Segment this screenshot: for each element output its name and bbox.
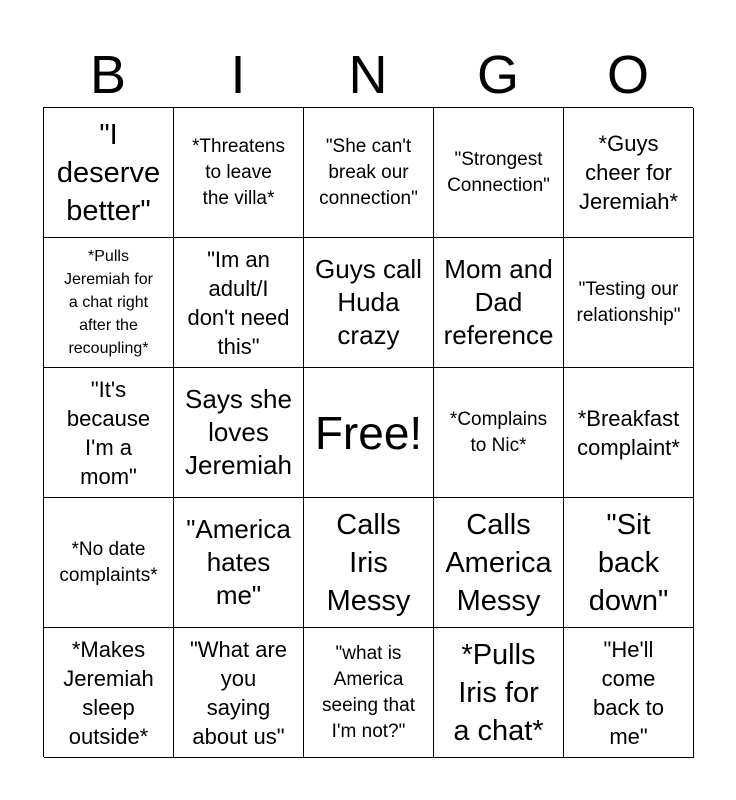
bingo-cell-text: *No date complaints* — [59, 538, 158, 586]
bingo-cell[interactable] — [44, 628, 174, 758]
header-letter-o: O — [606, 45, 649, 105]
bingo-cell[interactable] — [304, 498, 434, 628]
bingo-cell[interactable] — [564, 368, 694, 498]
bingo-cell-text: "Testing our relationship" — [576, 278, 681, 326]
bingo-cell-text: Guys call Huda crazy — [315, 254, 422, 350]
bingo-cell-text: *Guys cheer for Jeremiah* — [578, 131, 679, 214]
bingo-cell[interactable] — [564, 628, 694, 758]
bingo-cell-text: "He'll come back to me" — [593, 636, 664, 749]
bingo-cell[interactable] — [304, 108, 434, 238]
bingo-cell-text: "She can't break our connection" — [319, 135, 418, 209]
free-space-text: Free! — [314, 406, 423, 459]
bingo-cell-text: Calls America Messy — [445, 508, 552, 617]
bingo-cell-text: "It's because I'm a mom" — [66, 376, 151, 489]
bingo-cell[interactable] — [174, 368, 304, 498]
bingo-cell-text: *Threatens to leave the villa* — [192, 135, 285, 209]
bingo-cell[interactable] — [44, 108, 174, 238]
bingo-cell-text: "I deserve better" — [56, 118, 161, 227]
bingo-cell[interactable] — [304, 628, 434, 758]
bingo-cell[interactable] — [44, 368, 174, 498]
free-space-cell[interactable] — [304, 368, 434, 498]
bingo-cell-text: *Pulls Jeremiah for a chat right after the recoupling* — [64, 248, 153, 357]
header-letter-n: N — [348, 45, 388, 105]
bingo-cell[interactable] — [434, 628, 564, 758]
bingo-header — [43, 44, 693, 106]
bingo-cell-text: "Strongest Connection" — [447, 148, 550, 196]
bingo-cell-text: "Sit back down" — [588, 508, 669, 617]
bingo-cell-text: Calls Iris Messy — [326, 508, 411, 617]
bingo-cell[interactable] — [564, 108, 694, 238]
bingo-cell[interactable] — [174, 498, 304, 628]
header-letter-g: G — [476, 45, 519, 105]
bingo-cell[interactable] — [174, 628, 304, 758]
header-letter-i: I — [230, 45, 246, 105]
bingo-cell[interactable] — [304, 238, 434, 368]
bingo-cell-text: *Complains to Nic* — [449, 408, 548, 456]
bingo-cell[interactable] — [564, 238, 694, 368]
bingo-cell-text: *Makes Jeremiah sleep outside* — [63, 636, 154, 749]
bingo-cell[interactable] — [434, 498, 564, 628]
bingo-cell[interactable] — [44, 238, 174, 368]
bingo-cell-text: *Breakfast complaint* — [577, 405, 680, 460]
bingo-cell[interactable] — [174, 108, 304, 238]
bingo-cell-text: "Im an adult/I don't need this" — [187, 246, 290, 359]
header-letter-b: B — [89, 45, 127, 105]
bingo-cell[interactable] — [434, 108, 564, 238]
bingo-cell-text: Mom and Dad reference — [443, 254, 554, 350]
bingo-cell[interactable] — [174, 238, 304, 368]
bingo-cell[interactable] — [434, 238, 564, 368]
bingo-cell-text: Says she loves Jeremiah — [185, 384, 292, 480]
bingo-cell[interactable] — [44, 498, 174, 628]
bingo-cell[interactable] — [434, 368, 564, 498]
bingo-cell-text: "What are you saying about us" — [189, 636, 288, 749]
bingo-cell-text: *Pulls Iris for a chat* — [453, 638, 544, 747]
bingo-cell-text: "what is America seeing that I'm not?" — [322, 642, 415, 742]
bingo-cell-text: "America hates me" — [186, 514, 291, 610]
bingo-card-grid — [43, 107, 693, 757]
bingo-cell[interactable] — [564, 498, 694, 628]
